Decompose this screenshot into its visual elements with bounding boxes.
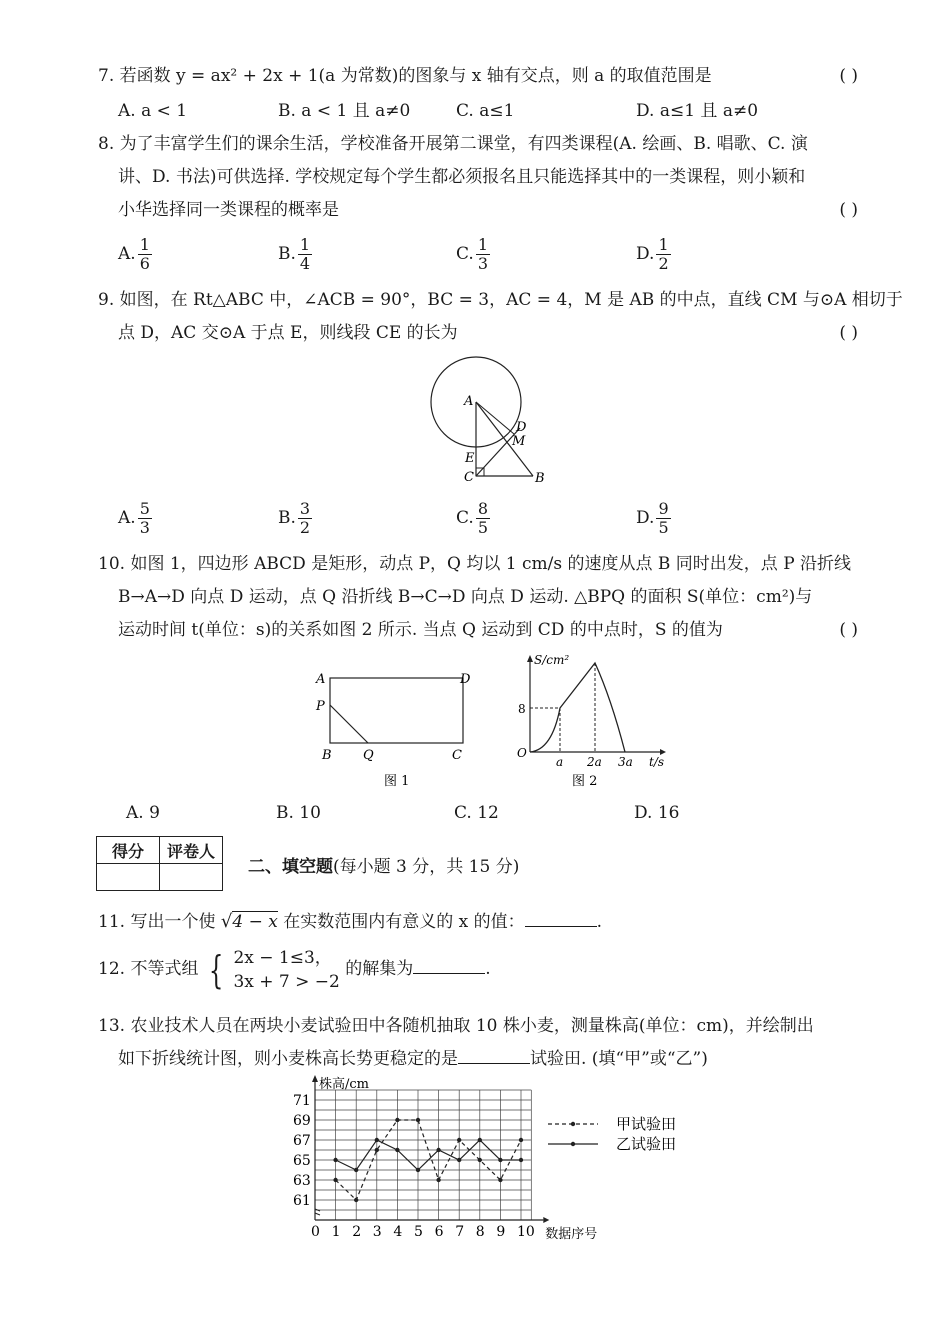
q8-line-1: 8. 为了丰富学生们的课余生活，学校准备开展第二课堂，有四类课程(A. 绘画、B. 唱歌、C. 演 xyxy=(98,134,808,154)
data-point xyxy=(416,1118,420,1122)
q8-options xyxy=(118,236,838,276)
q11-period: . xyxy=(596,912,603,932)
data-point xyxy=(478,1138,482,1142)
q12-pre: 12. 不等式组 xyxy=(98,959,199,979)
data-point xyxy=(436,1178,440,1182)
x-axis-arrow xyxy=(543,1217,549,1223)
question-8 xyxy=(98,128,868,227)
label-b: B xyxy=(535,471,545,486)
q8-answer-paren: ( ) xyxy=(839,200,858,220)
data-point xyxy=(519,1158,523,1162)
rectangle-abcd xyxy=(330,678,463,743)
section-2-header xyxy=(248,852,519,877)
data-point xyxy=(519,1138,523,1142)
axis-break xyxy=(315,1213,320,1215)
chart-y-label: 株高/cm xyxy=(319,1077,369,1092)
q10-option-d: D. 16 xyxy=(634,803,680,823)
q9-line-2: 点 D，AC 交⊙A 于点 E，则线段 CE 的长为 xyxy=(118,323,458,343)
q10-line-2: B→A→D 向点 D 运动，点 Q 沿折线 B→C→D 向点 D 运动. △BPQ 的面积 S(单位：cm²)与 xyxy=(118,587,813,607)
question-13 xyxy=(98,1010,868,1076)
q13-line-2: 如下折线统计图，则小麦株高长势更稳定的是 试验田. (填“甲”或“乙”) xyxy=(98,1043,868,1076)
label-d: D xyxy=(516,420,527,435)
score-cell xyxy=(97,864,160,891)
q9-geometry-figure xyxy=(420,352,560,492)
data-point xyxy=(375,1138,379,1142)
chart-legend xyxy=(548,1115,676,1153)
data-point xyxy=(333,1178,337,1182)
fig2-x-tick-a: a xyxy=(556,755,564,769)
fig1-caption: 图 1 xyxy=(384,774,410,789)
q10-answer-paren: ( ) xyxy=(839,620,858,640)
q10-figure-2 xyxy=(508,650,678,795)
fig1-label-b: B xyxy=(322,748,332,763)
fig1-label-p: P xyxy=(316,699,325,714)
y-tick-label: 67 xyxy=(293,1133,311,1149)
question-10 xyxy=(98,548,868,647)
fig1-label-c: C xyxy=(452,748,462,763)
fig2-x-tick-2a: 2a xyxy=(587,755,602,769)
fig1-label-a: A xyxy=(316,672,326,687)
x-tick-label: 8 xyxy=(475,1224,485,1240)
q10-figure-1 xyxy=(310,665,480,795)
fig2-x-label: t/s xyxy=(649,755,665,769)
fig1-label-q: Q xyxy=(363,748,374,763)
data-point xyxy=(395,1118,399,1122)
x-tick-label: 2 xyxy=(352,1224,362,1240)
fig2-y-label: S/cm² xyxy=(534,653,570,667)
q10-option-b: B. 10 xyxy=(276,803,321,823)
score-label: 得分 xyxy=(97,837,160,864)
x-tick-label: 5 xyxy=(414,1224,423,1240)
inequality-system xyxy=(233,946,339,994)
data-point xyxy=(457,1138,461,1142)
question-7 xyxy=(98,60,868,93)
q13-line-chart xyxy=(280,1072,720,1247)
q10-line-3: 运动时间 t(单位：s)的关系如图 2 所示. 当点 Q 运动到 CD 的中点时，S 的值为 xyxy=(118,620,723,640)
x-tick-label: 3 xyxy=(372,1224,382,1240)
data-point xyxy=(395,1148,399,1152)
q12-period: . xyxy=(485,959,491,979)
q7-stem: 7. 若函数 y = ax² + 2x + 1(a 为常数)的图象与 x 轴有交点，则 a 的取值范围是 xyxy=(98,66,712,86)
q10-option-c: C. 12 xyxy=(454,803,499,823)
q9-option-a: A. $\frac{5}{3}$ xyxy=(118,499,150,537)
legend-label-1: 甲试验田 xyxy=(616,1115,677,1133)
fig2-caption: 图 2 xyxy=(572,774,598,789)
label-m: M xyxy=(512,434,526,449)
q10-options xyxy=(118,796,838,830)
q10-option-a: A. 9 xyxy=(126,803,160,823)
grader-cell xyxy=(160,864,223,891)
q8-option-c: C. $\frac{1}{3}$ xyxy=(456,235,488,273)
q11-answer-blank[interactable] xyxy=(525,908,597,927)
grader-label: 评卷人 xyxy=(160,837,223,864)
fig1-label-d: D xyxy=(460,672,471,687)
q9-options xyxy=(118,500,838,540)
x-tick-label: 9 xyxy=(496,1224,506,1240)
data-point xyxy=(498,1178,502,1182)
q7-options xyxy=(118,94,838,128)
x-tick-label: 7 xyxy=(455,1224,465,1240)
q13-line-1: 13. 农业技术人员在两块小麦试验田中各随机抽取 10 株小麦，测量株高(单位：cm)，并绘制出 xyxy=(98,1016,814,1036)
question-11 xyxy=(98,905,868,939)
q7-option-c: C. a≤1 xyxy=(456,101,515,121)
data-point xyxy=(375,1148,379,1152)
label-a: A xyxy=(464,394,474,409)
q11-radicand: 4 − x xyxy=(232,912,278,932)
q7-option-b: B. a < 1 且 a≠0 xyxy=(278,101,411,121)
q12-post: 的解集为 xyxy=(345,959,414,979)
q11-pre: 11. 写出一个使 xyxy=(98,912,216,932)
y-tick-label: 63 xyxy=(293,1173,311,1189)
label-e: E xyxy=(465,451,475,466)
data-point xyxy=(416,1168,420,1172)
q9-option-c: C. $\frac{8}{5}$ xyxy=(456,499,488,537)
q10-line-1: 10. 如图 1，四边形 ABCD 是矩形，动点 P，Q 均以 1 cm/s 的速度从点 B 同时出发，点 P 沿折线 xyxy=(98,554,852,574)
score-box xyxy=(96,836,223,891)
q12-inequality-2: 3x + 7 > −2 xyxy=(233,971,340,992)
question-12 xyxy=(98,944,868,994)
legend-marker xyxy=(571,1122,575,1126)
x-tick-label: 0 xyxy=(311,1224,320,1240)
data-point xyxy=(457,1158,461,1162)
data-point xyxy=(436,1148,440,1152)
y-axis-arrow xyxy=(312,1075,318,1082)
legend-label-2: 乙试验田 xyxy=(616,1135,677,1153)
q8-option-a: A. $\frac{1}{6}$ xyxy=(118,235,150,273)
q13-answer-blank[interactable] xyxy=(458,1045,530,1064)
y-tick-label: 61 xyxy=(293,1193,311,1209)
legend-marker xyxy=(571,1142,575,1146)
q12-answer-blank[interactable] xyxy=(413,955,485,974)
x-tick-label: 10 xyxy=(517,1224,535,1240)
data-point xyxy=(498,1158,502,1162)
segment-pq xyxy=(330,705,368,743)
x-tick-label: 1 xyxy=(331,1224,341,1240)
q7-option-d: D. a≤1 且 a≠0 xyxy=(636,101,759,121)
q8-line-3: 小华选择同一类课程的概率是 xyxy=(118,200,339,220)
y-tick-label: 69 xyxy=(293,1113,311,1129)
q8-option-d: D. $\frac{1}{2}$ xyxy=(636,235,669,273)
x-tick-label: 4 xyxy=(393,1224,403,1240)
chart-grid xyxy=(315,1090,531,1220)
chart-axes xyxy=(312,1075,549,1223)
q11-post: 在实数范围内有意义的 x 的值： xyxy=(283,912,525,932)
q7-answer-paren: ( ) xyxy=(839,66,858,86)
q8-option-b: B. $\frac{1}{4}$ xyxy=(278,235,311,273)
label-c: C xyxy=(464,470,474,485)
q12-inequality-1: 2x − 1≤3， xyxy=(233,947,332,968)
data-point xyxy=(333,1158,337,1162)
fig2-x-tick-3a: 3a xyxy=(618,755,633,769)
section-2-note: (每小题 3 分，共 15 分) xyxy=(333,857,520,877)
q9-answer-paren: ( ) xyxy=(839,323,858,343)
q7-option-a: A. a < 1 xyxy=(118,101,188,121)
sqrt-symbol: √ xyxy=(220,911,233,932)
question-9 xyxy=(98,284,903,350)
brace-symbol: { xyxy=(208,947,224,992)
fig2-y-arrow xyxy=(527,655,533,662)
q9-line-1: 9. 如图，在 Rt△ABC 中，∠ACB = 90°，BC = 3，AC = 4，M 是 AB 的中点，直线 CM 与⊙A 相切于 xyxy=(98,290,903,310)
x-tick-label: 6 xyxy=(434,1224,444,1240)
fig2-origin-label: O xyxy=(517,746,527,760)
y-tick-label: 65 xyxy=(293,1153,311,1169)
chart-x-label: 数据序号 xyxy=(545,1227,598,1242)
q8-line-2: 讲、D. 书法)可供选择. 学校规定每个学生都必须报名且只能选择其中的一类课程，则小颖和 xyxy=(118,167,806,187)
data-point xyxy=(478,1158,482,1162)
q9-option-b: B. $\frac{3}{2}$ xyxy=(278,499,311,537)
fig2-y-tick: 8 xyxy=(518,702,526,716)
fig2-area-curve xyxy=(530,663,625,752)
data-point xyxy=(354,1198,358,1202)
section-2-title: 二、填空题 xyxy=(248,857,333,877)
segment-ad xyxy=(476,402,514,434)
data-point xyxy=(354,1168,358,1172)
y-tick-label: 71 xyxy=(293,1093,311,1109)
q9-option-d: D. $\frac{9}{5}$ xyxy=(636,499,669,537)
series-line-2 xyxy=(336,1140,521,1170)
